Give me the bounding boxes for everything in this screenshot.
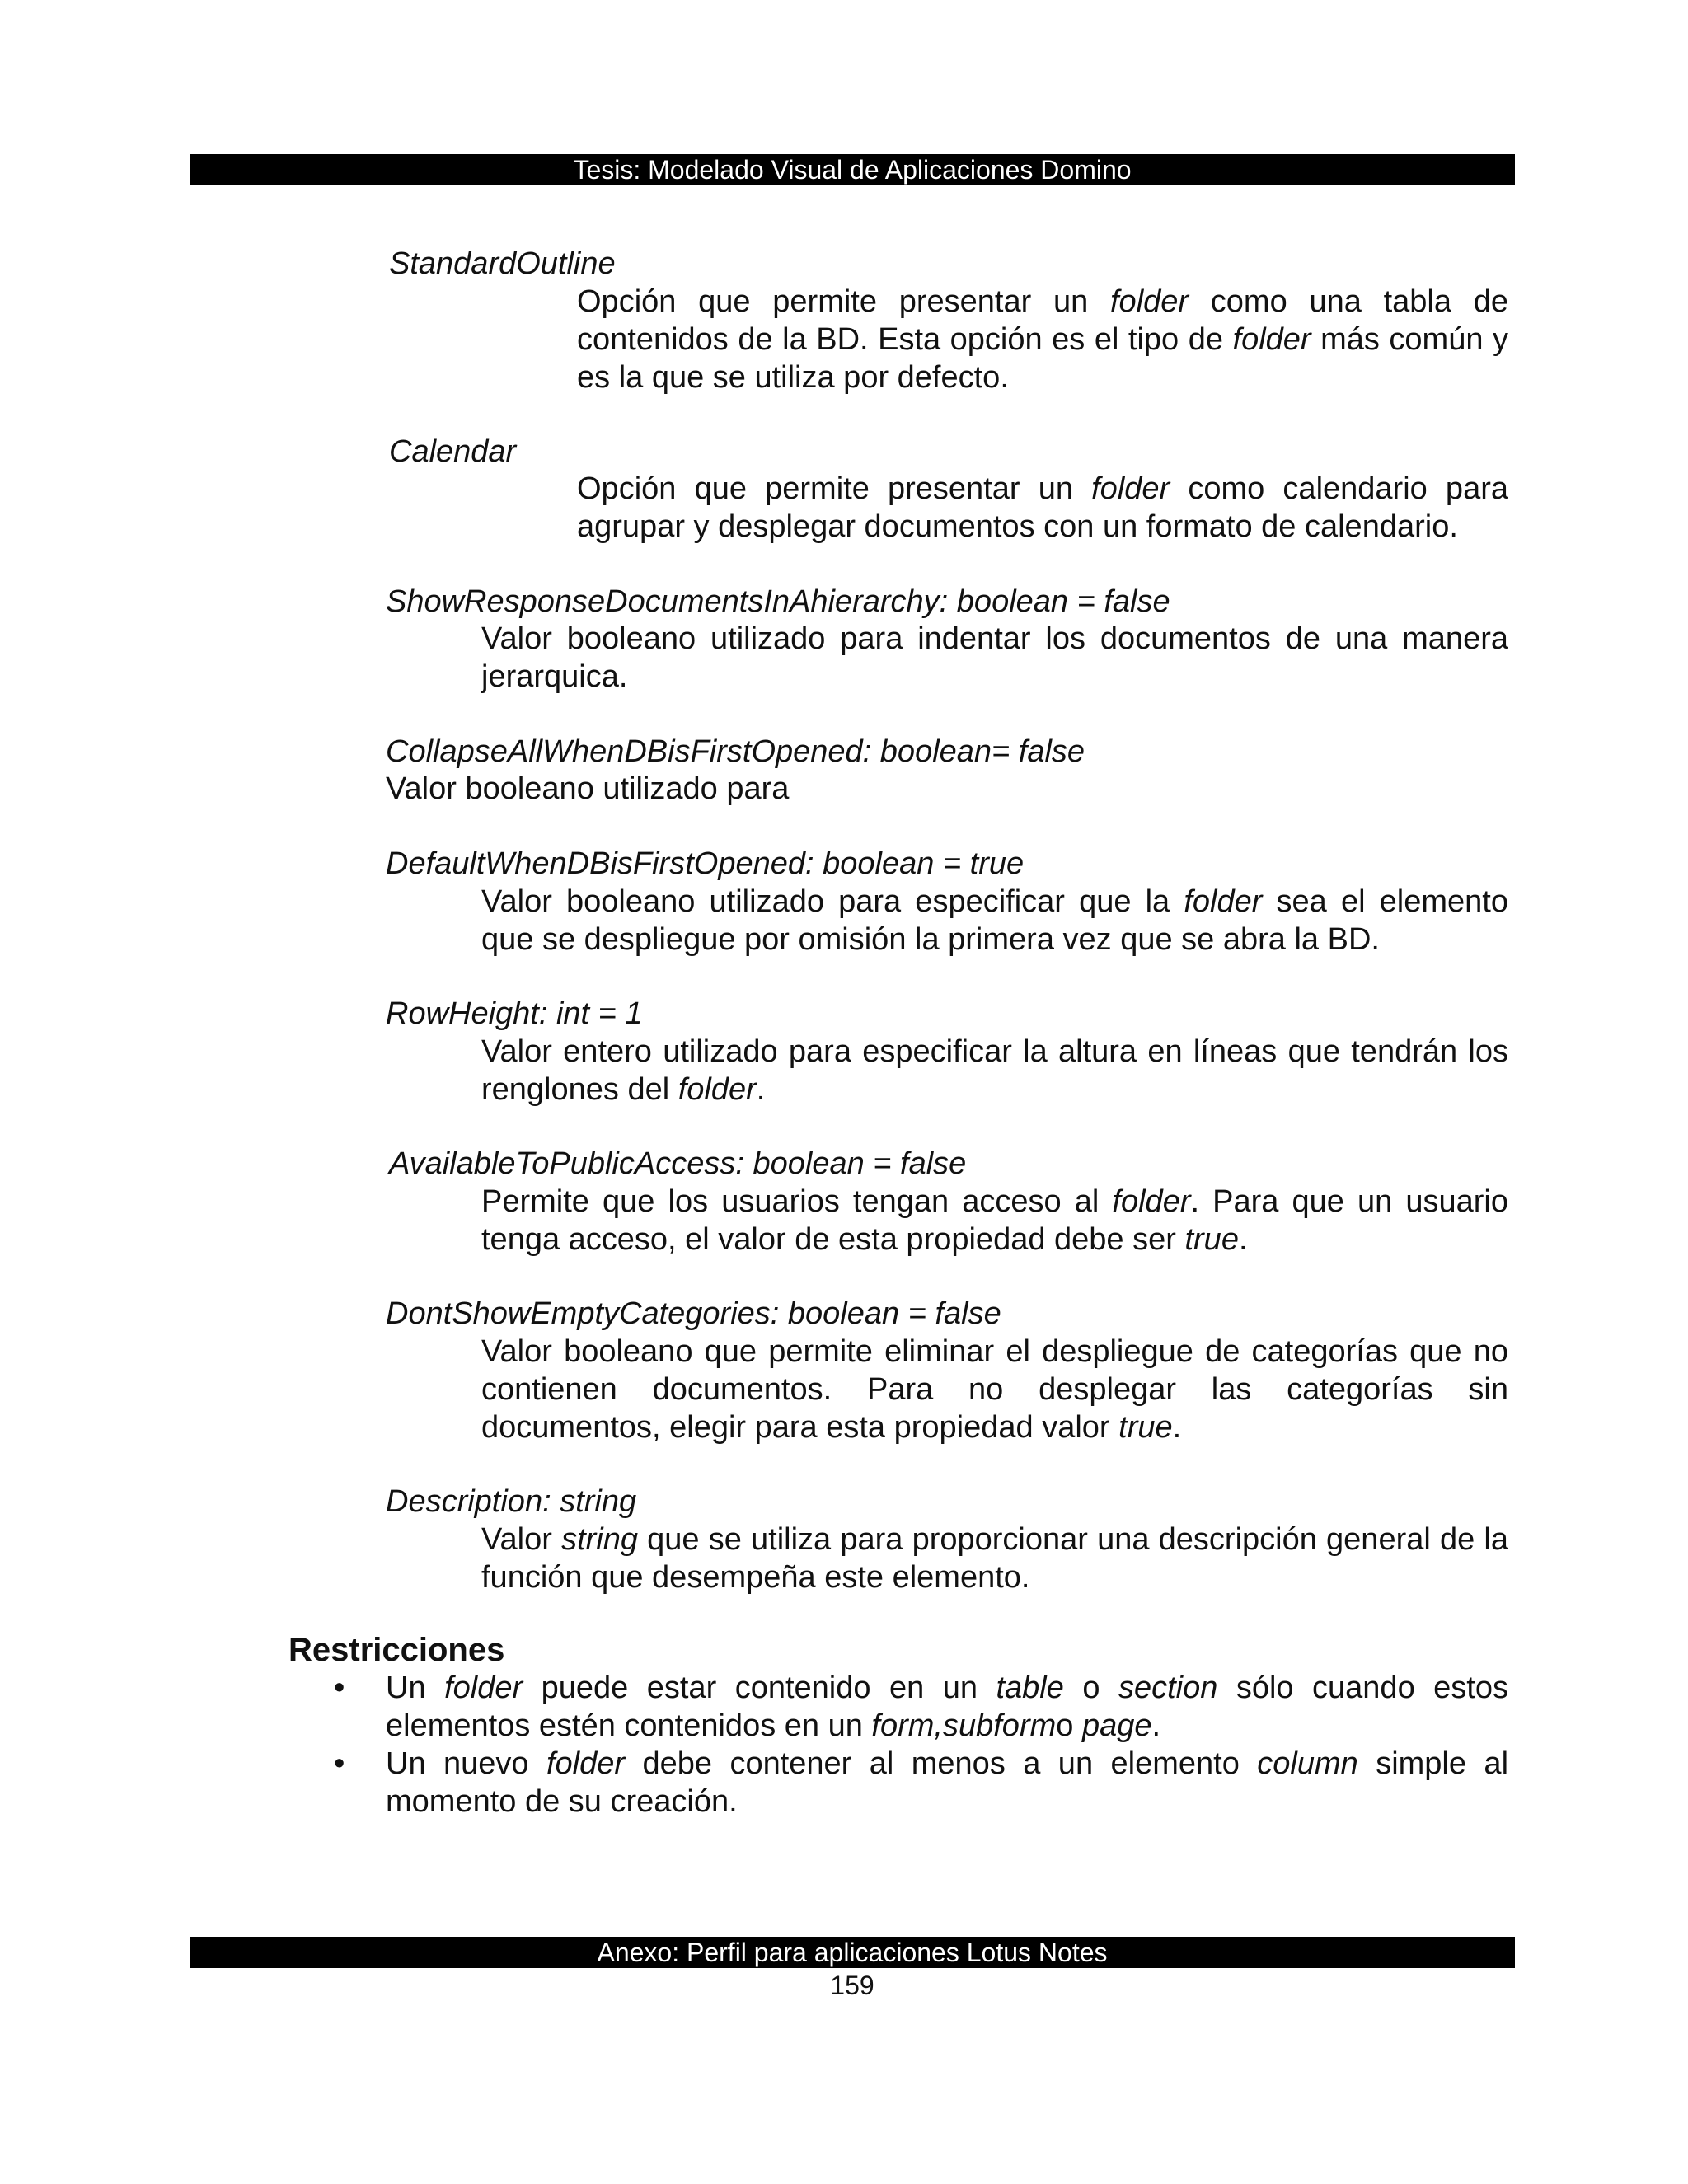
italic-term: folder [678,1072,757,1107]
italic-term: folder [1112,1184,1191,1219]
italic-term: form,subform [871,1708,1057,1743]
desc-row-height: Valor entero utilizado para especificar la altura en líneas que tendrán los renglones del folder. [481,1034,1508,1107]
restriction-item: Un nuevo folder debe contener al menos a un elemento column simple al momento de su creación. [386,1746,1509,1819]
italic-term: page [1081,1708,1152,1743]
desc-calendar: Opción que permite presentar un folder como calendario para agrupar y desplegar documentos con un formato de calendario. [577,471,1508,544]
italic-term: section [1118,1671,1218,1705]
term-description: Description: string [386,1484,637,1519]
desc-description: Valor string que se utiliza para proporcionar una descripción general de la función que desempeña este elemento. [481,1522,1508,1595]
page-footer-bar: Anexo: Perfil para aplicaciones Lotus Notes [190,1937,1515,1968]
italic-term: folder [1184,884,1263,919]
italic-term: string [561,1522,638,1557]
italic-term: folder [1091,471,1170,506]
desc-show-response-documents: Valor booleano utilizado para indentar los documentos de una manera jerarquica. [481,621,1508,694]
italic-term: true [1118,1410,1173,1445]
bullet-marker: • [334,1671,345,1705]
term-standard-outline: StandardOutline [389,246,616,281]
desc-default-when-opened: Valor booleano utilizado para especificar que la folder sea el elemento que se despliegue por omisión la primera vez que se abra la BD. [481,884,1508,957]
page-number: 159 [830,1971,874,2000]
bullet-marker: • [334,1746,345,1781]
desc-standard-outline: Opción que permite presentar un folder como una tabla de contenidos de la BD. Esta opción es el tipo de folder más común y es la que se utiliza por defecto. [577,284,1508,395]
term-collapse-all: CollapseAllWhenDBisFirstOpened: boolean= false [386,734,1085,769]
restriction-item: Un folder puede estar contenido en un table o section sólo cuando estos elementos estén contenidos en un form,subformo page. [386,1671,1509,1743]
italic-term: column [1257,1746,1358,1781]
term-row-height: RowHeight: int = 1 [386,996,643,1031]
italic-term: table [996,1671,1064,1705]
italic-term: true [1184,1222,1239,1257]
page-header-bar: Tesis: Modelado Visual de Aplicaciones Domino [190,154,1515,185]
term-calendar: Calendar [389,434,517,469]
term-available-public-access: AvailableToPublicAccess: boolean = false [389,1146,967,1181]
italic-term: folder [444,1671,523,1705]
italic-term: folder [1110,284,1189,319]
desc-dont-show-empty-categories: Valor booleano que permite eliminar el despliegue de categorías que no contienen documentos. Para no desplegar las categorías sin documentos, elegir para esta propiedad valor true. [481,1334,1508,1445]
desc-available-public-access: Permite que los usuarios tengan acceso al folder. Para que un usuario tenga acceso, el valor de esta propiedad debe ser true. [481,1184,1508,1257]
desc-collapse-all: Valor booleano utilizado para [386,771,790,806]
term-default-when-opened: DefaultWhenDBisFirstOpened: boolean = true [386,846,1025,881]
restrictions-heading: Restricciones [288,1632,505,1668]
term-show-response-documents: ShowResponseDocumentsInAhierarchy: boolean = false [386,584,1170,619]
italic-term: folder [546,1746,626,1781]
italic-term: folder [1232,322,1311,357]
term-dont-show-empty-categories: DontShowEmptyCategories: boolean = false [386,1296,1001,1331]
